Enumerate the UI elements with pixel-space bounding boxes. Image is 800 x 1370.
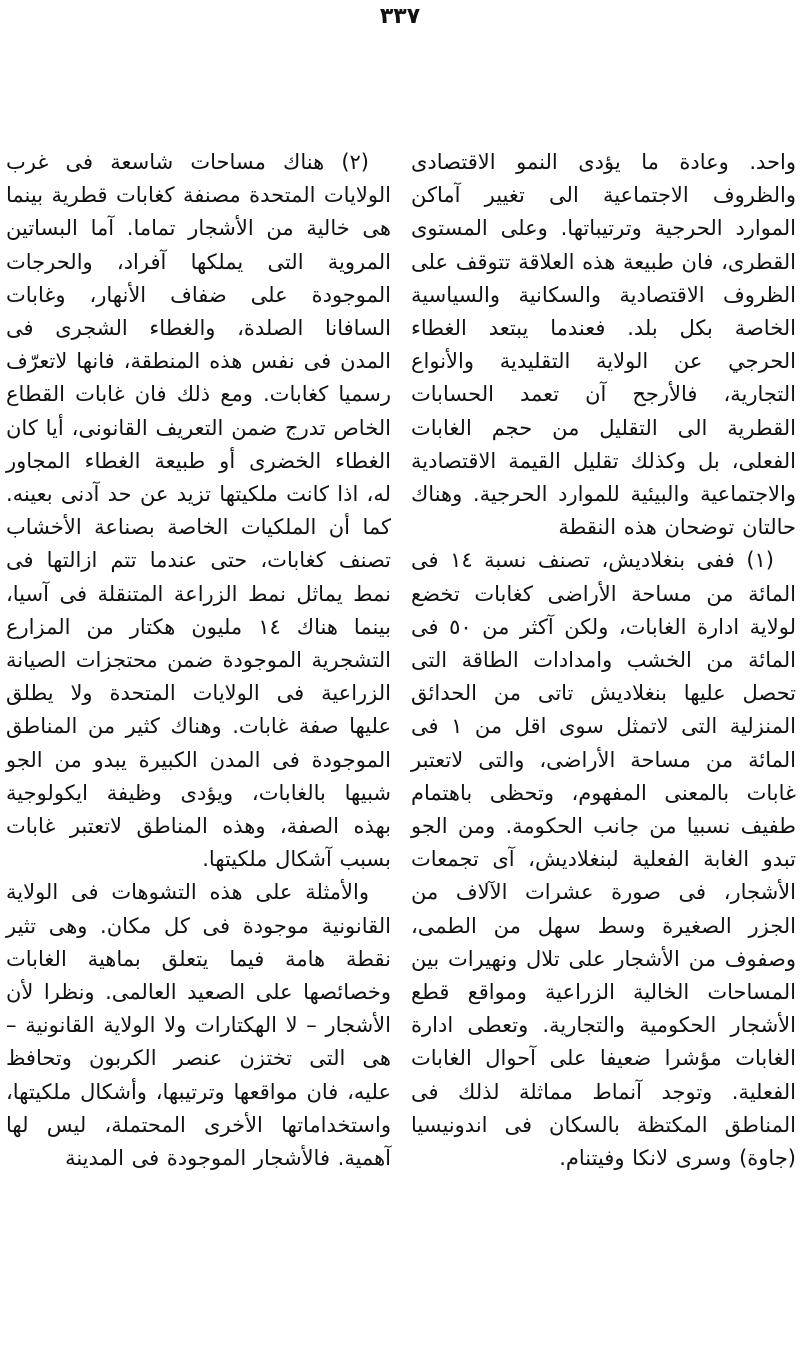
right-column-paragraph-1: واحد. وعادة ما يؤدى النمو الاقتصادى والظروف الاجتماعية الى تغيير آماكن الموارد الحرجية وترتيباتها. وعلى المستوى القطرى، فان طبيعة هذه العلاقة تتوقف على الظروف الاقتصادية والسكانية والسياسية الخاصة بكل بلد. فعندما يبتعد الغطاء الحرجي عن الولاية التقليدية والأنواع التجارية، فالأرجح آن تعمد الحسابات القطرية الى التقليل من حجم الغابات الفعلى، بل وكذلك تقليل القيمة الاقتصادية والاجتماعية والبيئية للموارد الحرجية. وهناك حالتان توضحان هذه النقطة [411, 150, 796, 540]
left-column-paragraph-2: والأمثلة على هذه التشوهات فى الولاية القانونية موجودة فى كل مكان. وهى تثير نقطة هامة فيما يتعلق بماهية الغابات وخصائصها على الصعيد العالمى. ونظرا لأن الأشجار – لا الهكتارات ولا الولاية القانونية – هى التى تختزن عنصر الكربون وتحافظ عليه، فان مواقعها وترتيبها، وأشكال ملكيتها، واستخداماتها الأخرى المحتملة، ليس لها آهمية. فالأشجار الموجودة فى المدينة [6, 880, 391, 1171]
left-column-paragraph-1: (٢) هناك مساحات شاسعة فى غرب الولايات المتحدة مصنفة كغابات قطرية بينما هى خالية من الأشجار تماما. آما البساتين المروية التى يملكها آفراد، والحرجات الموجودة على ضفاف الأنهار، وغابات السافانا الصلدة، والغطاء الشجرى فى المدن فى نفس هذه المنطقة، فانها لاتعرّف رسميا كغابات. ومع ذلك فان غابات القطاع الخاص تدرج ضمن التعريف القانونى، أيا كان الغطاء الخضرى أو طبيعة الغطاء المجاور له، اذا كانت ملكيتها تزيد عن حد آدنى بعينه. كما أن الملكيات الخاصة بصناعة الأخشاب تصنف كغابات، حتى عندما تتم ازالتها فى نمط يماثل نمط الزراعة المتنقلة فى آسيا، بينما هناك ١٤ مليون هكتار من المزارع التشجرية الموجودة ضمن محتجزات الصيانة الزراعية فى الولايات المتحدة ولا يطلق عليها صفة غابات. وهناك كثير من المناطق الموجودة فى المدن الكبيرة يبدو من الجو شبيها بالغابات، ويؤدى وظيفة ايكولوجية بهذه الصفة، وهذه المناطق لاتعتبر غابات بسبب آشكال ملكيتها. [6, 150, 391, 872]
right-column-paragraph-2: (١) ففى بنغلاديش، تصنف نسبة ١٤ فى المائة من مساحة الأراضى كغابات تخضع لولاية ادارة الغابات، ولكن آكثر من ٥٠ فى المائة من الخشب وامدادات الطاقة التى تحصل عليها بنغلاديش تاتى من الحدائق المنزلية التى لاتمثل سوى اقل من ١ فى المائة من مساحة الأراضى، والتى لاتعتبر غابات بالمعنى المفهوم، وتحظى باهتمام طفيف نسبيا من جانب الحكومة. ومن الجو تبدو الغابة الفعلية لبنغلاديش، آى تجمعات الأشجار، فى صورة عشرات الآلاف من الجزر الصغيرة وسط سهل من الطمى، وصفوف من الأشجار على تلال ونهيرات بين المساحات الخالية الزراعية ومواقع قطع الأشجار الحكومية والتجارية. وتعطى ادارة الغابات مؤشرا ضعيفا على آحوال الغابات الفعلية. وتوجد آنماط مماثلة لذلك فى المناطق المكتظة بالسكان فى اندونيسيا (جاوة) وسرى لانكا وفيتنام. [411, 548, 797, 1171]
page-number: ٣٣٧ [379, 4, 421, 29]
right-column [411, 146, 796, 1175]
left-column [6, 146, 391, 1175]
